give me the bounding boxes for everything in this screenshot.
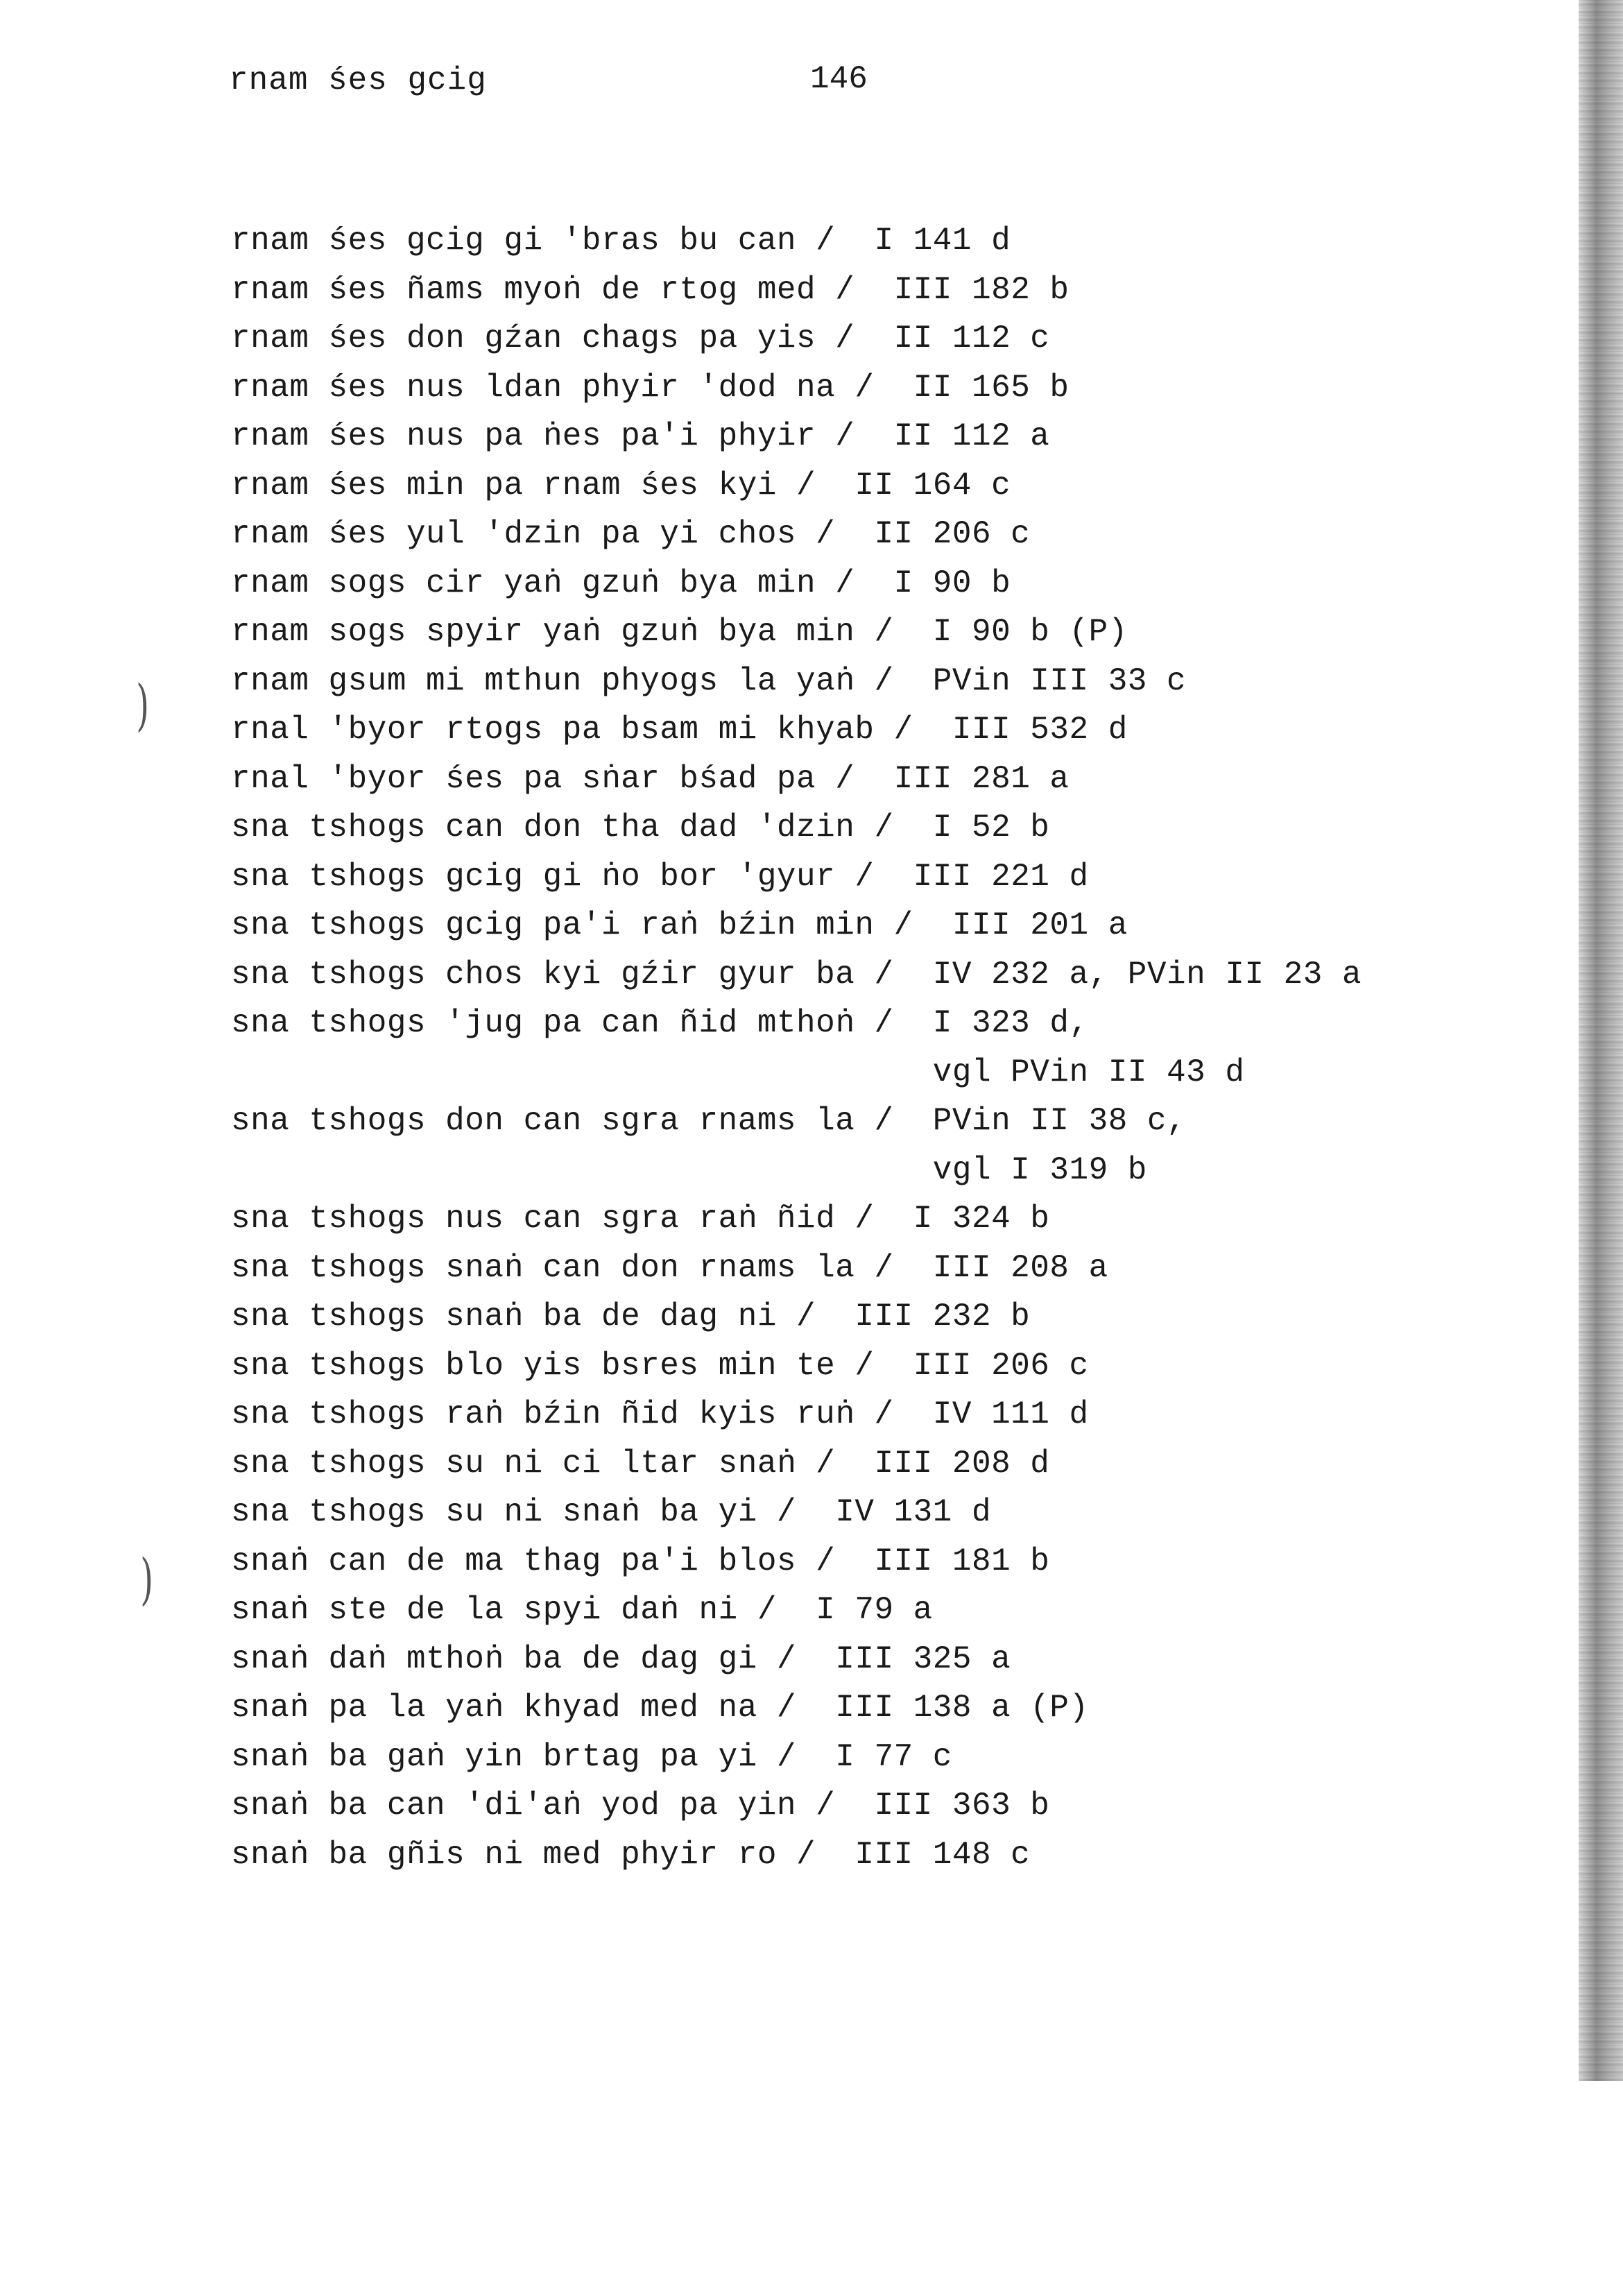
verse-references xyxy=(874,1439,1049,1489)
index-entry xyxy=(231,657,1549,706)
verse-text: snaṅ daṅ mthoṅ ba de dag gi / xyxy=(231,1640,836,1677)
verse-text: snaṅ ba can 'di'aṅ yod pa yin / xyxy=(231,1788,875,1824)
verse-references xyxy=(894,314,1050,363)
verse-references xyxy=(933,608,1128,657)
reference-line: IV 131 d xyxy=(835,1494,992,1530)
verse-references xyxy=(933,657,1186,706)
index-entry xyxy=(231,755,1549,804)
verse-references xyxy=(835,1488,991,1537)
index-entry xyxy=(231,1292,1549,1342)
verse-text: rnam śes nus pa ṅes pa'i phyir / xyxy=(231,418,894,454)
verse-text: rnam sogs cir yaṅ gzuṅ bya min / xyxy=(231,565,894,601)
verse-references xyxy=(855,461,1011,511)
index-entry xyxy=(231,608,1549,657)
verse-text: sna tshogs raṅ bźin ñid kyis ruṅ / xyxy=(231,1396,933,1432)
index-entry xyxy=(231,1342,1549,1391)
reference-line: I 324 b xyxy=(913,1201,1050,1237)
index-entry xyxy=(231,1537,1549,1586)
verse-text: rnam śes nus ldan phyir 'dod na / xyxy=(231,369,913,406)
index-entry xyxy=(231,216,1549,266)
reference-line: IV 111 d xyxy=(932,1396,1089,1432)
index-entry xyxy=(231,266,1549,315)
reference-line: III 182 b xyxy=(893,271,1070,308)
verse-references xyxy=(874,1781,1049,1831)
index-entry xyxy=(231,559,1549,608)
verse-text: sna tshogs su ni ci ltar snaṅ / xyxy=(231,1445,875,1482)
index-entry xyxy=(231,1390,1549,1439)
reference-line: I 90 b (P) xyxy=(932,614,1128,650)
reference-line: II 112 a xyxy=(893,418,1050,454)
verse-references xyxy=(913,853,1089,902)
verse-index-list xyxy=(231,216,1549,1879)
index-entry xyxy=(231,1831,1549,1880)
verse-references xyxy=(913,363,1070,413)
verse-references xyxy=(874,216,1011,266)
verse-text: snaṅ ba gaṅ yin brtag pa yi / xyxy=(231,1738,836,1775)
reference-line: III 363 b xyxy=(874,1788,1050,1824)
verse-references xyxy=(855,1831,1030,1880)
verse-references xyxy=(933,1244,1108,1293)
verse-text: sna tshogs gcig gi ṅo bor 'gyur / xyxy=(231,858,913,895)
index-entry xyxy=(231,1097,1549,1194)
verse-references xyxy=(894,266,1070,315)
verse-references xyxy=(933,999,1245,1097)
margin-bracket-mark: ) xyxy=(140,1547,153,1611)
verse-references xyxy=(913,1342,1089,1391)
index-entry xyxy=(231,1733,1549,1782)
reference-line: II 206 c xyxy=(874,516,1031,552)
running-head: rnam śes gcig xyxy=(229,62,487,98)
index-entry xyxy=(231,950,1549,1000)
verse-references xyxy=(933,803,1050,853)
verse-text: rnam gsum mi mthun phyogs la yaṅ / xyxy=(231,662,933,699)
verse-references xyxy=(933,950,1362,1000)
index-entry xyxy=(231,1635,1549,1684)
verse-references xyxy=(816,1586,933,1635)
reference-line: III 148 c xyxy=(855,1836,1031,1873)
reference-line: II 112 c xyxy=(893,320,1050,357)
verse-text: rnam śes min pa rnam śes kyi / xyxy=(231,467,855,504)
verse-text: sna tshogs can don tha dad 'dzin / xyxy=(231,809,933,846)
reference-line: I 141 d xyxy=(874,223,1011,259)
index-entry xyxy=(231,363,1549,413)
verse-text: sna tshogs chos kyi gźir gyur ba / xyxy=(231,956,933,993)
reference-line: III 201 a xyxy=(952,907,1128,943)
verse-references xyxy=(874,1537,1049,1586)
index-entry xyxy=(231,853,1549,902)
verse-text: sna tshogs nus can sgra raṅ ñid / xyxy=(231,1201,913,1237)
verse-references xyxy=(835,1635,1011,1684)
reference-line: IV 232 a, PVin II 23 a xyxy=(932,956,1362,993)
verse-text: rnam śes yul 'dzin pa yi chos / xyxy=(231,516,875,552)
reference-line: vgl I 319 b xyxy=(932,1151,1147,1188)
verse-text: sna tshogs don can sgra rnams la / xyxy=(231,1103,933,1139)
reference-line: I 77 c xyxy=(835,1738,952,1775)
index-entry xyxy=(231,901,1549,950)
index-entry xyxy=(231,461,1549,511)
verse-text: sna tshogs blo yis bsres min te / xyxy=(231,1347,913,1384)
verse-text: rnal 'byor śes pa sṅar bśad pa / xyxy=(231,760,894,797)
index-entry xyxy=(231,412,1549,461)
index-entry xyxy=(231,803,1549,853)
reference-line: I 323 d, xyxy=(932,1005,1089,1041)
reference-line: I 52 b xyxy=(932,809,1050,846)
reference-line: II 164 c xyxy=(855,467,1011,504)
reference-line: III 208 d xyxy=(874,1445,1050,1482)
verse-text: rnam śes ñams myoṅ de rtog med / xyxy=(231,271,894,308)
verse-references xyxy=(855,1292,1030,1342)
reference-line: III 221 d xyxy=(913,858,1089,895)
reference-line: III 206 c xyxy=(913,1347,1089,1384)
index-entry xyxy=(231,1439,1549,1489)
reference-line: I 79 a xyxy=(816,1592,933,1628)
reference-line: III 208 a xyxy=(932,1249,1108,1286)
verse-references xyxy=(913,1194,1050,1244)
reference-line: PVin II 38 c, xyxy=(932,1103,1187,1139)
verse-text: rnam śes don gźan chags pa yis / xyxy=(231,320,894,357)
verse-text: snaṅ can de ma thag pa'i blos / xyxy=(231,1543,875,1579)
verse-references xyxy=(894,559,1011,608)
verse-text: rnam śes gcig gi 'bras bu can / xyxy=(231,223,875,259)
verse-references xyxy=(874,510,1030,559)
verse-references xyxy=(933,1097,1186,1194)
index-entry xyxy=(231,1781,1549,1831)
index-entry xyxy=(231,1194,1549,1244)
reference-line: III 532 d xyxy=(952,712,1128,748)
verse-references xyxy=(952,705,1128,755)
verse-references xyxy=(933,1390,1089,1439)
scan-binding-edge xyxy=(1579,0,1623,2081)
verse-references xyxy=(952,901,1128,950)
verse-text: sna tshogs 'jug pa can ñid mthoṅ / xyxy=(231,1005,933,1041)
index-entry xyxy=(231,510,1549,559)
verse-text: snaṅ pa la yaṅ khyad med na / xyxy=(231,1690,836,1726)
reference-line: PVin III 33 c xyxy=(932,662,1187,699)
verse-text: sna tshogs su ni snaṅ ba yi / xyxy=(231,1494,836,1530)
verse-text: sna tshogs snaṅ can don rnams la / xyxy=(231,1249,933,1286)
verse-references xyxy=(894,412,1050,461)
margin-bracket-mark: ) xyxy=(136,673,149,737)
verse-text: rnam sogs spyir yaṅ gzuṅ bya min / xyxy=(231,614,933,650)
reference-line: III 138 a (P) xyxy=(835,1690,1089,1726)
verse-references xyxy=(835,1684,1088,1733)
reference-line: I 90 b xyxy=(893,565,1011,601)
reference-line: III 181 b xyxy=(874,1543,1050,1579)
verse-references xyxy=(835,1733,952,1782)
verse-text: snaṅ ba gñis ni med phyir ro / xyxy=(231,1836,855,1873)
verse-text: sna tshogs snaṅ ba de dag ni / xyxy=(231,1299,855,1335)
reference-line: II 165 b xyxy=(913,369,1070,406)
index-entry xyxy=(231,1244,1549,1293)
verse-text: rnal 'byor rtogs pa bsam mi khyab / xyxy=(231,712,952,748)
index-entry xyxy=(231,1586,1549,1635)
index-entry xyxy=(231,1684,1549,1733)
index-entry xyxy=(231,705,1549,755)
reference-line: III 325 a xyxy=(835,1640,1011,1677)
reference-line: III 232 b xyxy=(855,1299,1031,1335)
index-entry xyxy=(231,999,1549,1097)
index-entry xyxy=(231,314,1549,363)
verse-references xyxy=(894,755,1070,804)
verse-text: snaṅ ste de la spyi daṅ ni / xyxy=(231,1592,816,1628)
index-entry xyxy=(231,1488,1549,1537)
verse-text: sna tshogs gcig pa'i raṅ bźin min / xyxy=(231,907,952,943)
page-number: 146 xyxy=(810,61,868,97)
reference-line: III 281 a xyxy=(893,760,1070,797)
reference-line: vgl PVin II 43 d xyxy=(932,1054,1245,1090)
